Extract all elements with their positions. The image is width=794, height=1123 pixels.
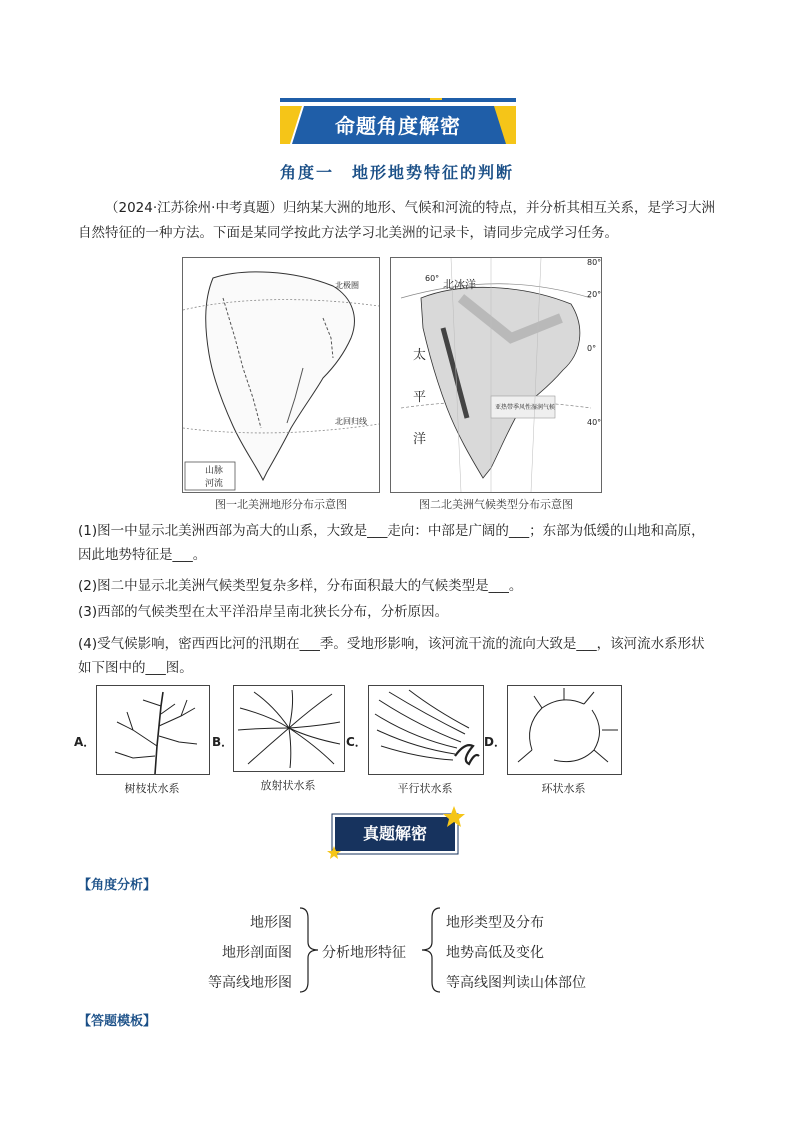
angle-analysis-heading: 【角度分析】 [78,878,157,893]
option-b-letter: B． [212,735,234,749]
pacific-label-3: 洋 [413,432,427,447]
option-b-caption: 放射状水系 [260,779,316,792]
template-heading: 【答题模板】 [78,1014,157,1029]
map2-caption: 图二北美洲气候类型分布示意图 [419,498,573,511]
center-item: 分析地形特征 [322,945,406,961]
option-c-letter: C． [346,735,367,749]
map-north-america-climate [390,257,602,493]
arctic-ocean-label: 北冰洋 [443,278,476,291]
right-item-2: 地势高低及变化 [446,945,544,961]
question-2: (2)图二中显示北美洲气候类型复杂多样，分布面积最大的气候类型是___。 [78,578,523,594]
left-item-2: 地形剖面图 [222,945,292,961]
map1-arctic-label: 北极圈 [335,281,359,290]
option-d-caption: 环状水系 [541,782,586,795]
right-item-3: 等高线图判读山体部位 [446,975,586,991]
climate-legend-label: 亚热带季风性湿润气候 [495,404,556,411]
section-banner [280,98,516,146]
right-item-1: 地形类型及分布 [446,915,544,931]
option-d-letter: D． [484,735,506,749]
dendritic-drainage-drawing [97,686,209,774]
banner-title: 命题角度解密 [335,114,461,138]
lat-20-label: 20° [587,290,602,299]
brace-right [420,906,444,994]
option-c-figure [368,685,484,775]
left-item-3: 等高线地形图 [208,975,292,991]
option-d-figure [507,685,622,775]
option-a-figure [96,685,210,775]
left-item-1: 地形图 [250,915,292,931]
option-a-caption: 树枝状水系 [124,782,180,795]
question-4: (4)受气候影响，密西西比河的汛期在___季。受地形影响，该河流干流的流向大致是___，该河流水系形状如下图中的___图。 [78,636,705,676]
lat-0-label: 0° [587,344,597,353]
option-b-figure [233,685,345,772]
question-1: (1)图一中显示北美洲西部为高大的山系，大致是___走向：中部是广阔的___；东部为低缓的山地和高原，因此地势特征是___。 [78,523,705,563]
radial-drainage-drawing [234,686,344,771]
pacific-label-2: 平 [413,390,427,405]
section-title: 角度一 地形地势特征的判断 [279,163,514,182]
badge-title: 真题解密 [362,824,427,843]
pacific-label-1: 太 [413,348,427,363]
intro-paragraph: （2024·江苏徐州·中考真题）归纳某大洲的地形、气候和河流的特点，并分析其相互关系，是学习大洲自然特征的一种方法。下面是某同学按此方法学习北美洲的记录卡，请同步完成学习任务。 [78,200,715,241]
question-3: (3)西部的气候类型在太平洋沿岸呈南北狭长分布，分析原因。 [78,604,449,620]
lat-40-label: 40° [587,418,602,427]
option-a-letter: A． [74,735,96,749]
map1-tropic-label: 北回归线 [335,417,367,426]
annular-drainage-drawing [508,686,621,774]
legend-river: 河流 [205,479,224,489]
map1-caption: 图一北美洲地形分布示意图 [215,498,347,511]
lat-60-label: 60° [425,274,440,283]
option-c-caption: 平行状水系 [397,782,453,795]
lon-80-label: 80° [587,258,602,267]
parallel-drainage-drawing [369,686,483,774]
real-question-badge [326,804,468,862]
terrain-map-drawing [183,258,379,492]
brace-left [298,906,322,994]
map-north-america-terrain [182,257,380,493]
climate-map-drawing [391,258,601,492]
legend-mountain: 山脉 [205,466,224,476]
